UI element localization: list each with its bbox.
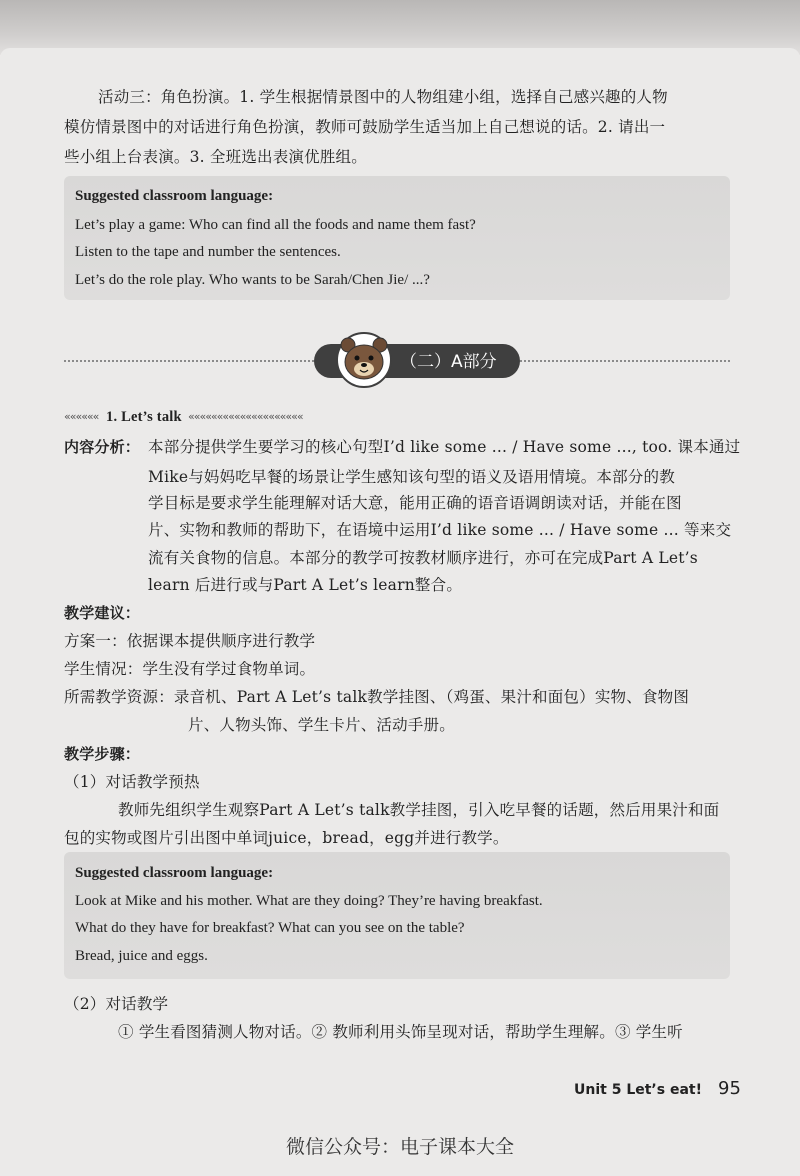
bear-face-icon xyxy=(334,332,394,388)
step1-line-2: 包的实物或图片引出图中单词juice，bread，egg并进行教学。 xyxy=(64,829,509,847)
content-analysis-label: 内容分析： xyxy=(64,438,141,456)
activity3-line3: 些小组上台表演。3. 全班选出表演优胜组。 xyxy=(64,148,367,166)
decor-chevrons-left: «««««« xyxy=(64,410,99,423)
suggestions-heading: 教学建议： xyxy=(64,604,141,622)
content-analysis-line: 学目标是要求学生能理解对话大意，能用正确的语音语调朗读对话，并能在图 xyxy=(148,494,682,512)
classroom-language-box-2 xyxy=(64,852,730,979)
box1-line: Let’s do the role play. Who wants to be Sarah/Chen Jie/ ...? xyxy=(75,272,430,288)
steps-heading: 教学步骤： xyxy=(64,745,141,763)
dotted-divider-left xyxy=(64,360,314,362)
section-title: 1. Let’s talk xyxy=(106,409,182,425)
watermark: 微信公众号：电子课本大全 xyxy=(286,1136,515,1158)
content-analysis-line: learn 后进行或与Part A Let’s learn整合。 xyxy=(148,576,463,594)
step1-line-1: 教师先组织学生观察Part A Let’s talk教学挂图，引入吃早餐的话题，然后用果汁和面 xyxy=(118,801,720,819)
step1-title: （1）对话教学预热 xyxy=(64,773,200,791)
box1-title: Suggested classroom language: xyxy=(75,188,274,204)
box2-line: Bread, juice and eggs. xyxy=(75,948,208,964)
content-analysis-line: 本部分提供学生要学习的核心句型I’d like some ... / Have some ..., too. 课本通过 xyxy=(148,438,741,456)
content-analysis-line: Mike与妈妈吃早餐的场景让学生感知该句型的语义及语用情境。本部分的教 xyxy=(148,468,675,486)
students-line: 学生情况：学生没有学过食物单词。 xyxy=(64,660,316,678)
box1-line: Let’s play a game: Who can find all the foods and name them fast? xyxy=(75,217,476,233)
footer-unit-label: Unit 5 Let’s eat! xyxy=(574,1082,702,1098)
activity3-line2: 模仿情景图中的对话进行角色扮演，教师可鼓励学生适当加上自己想说的话。2. 请出一 xyxy=(64,118,666,136)
step2-title: （2）对话教学 xyxy=(64,995,169,1013)
box2-line: What do they have for breakfast? What can you see on the table? xyxy=(75,920,465,936)
plan-line: 方案一：依据课本提供顺序进行教学 xyxy=(64,632,316,650)
page-number: 95 xyxy=(718,1078,741,1099)
page-top-edge xyxy=(0,0,800,55)
resources-line-1: 所需教学资源：录音机、Part A Let’s talk教学挂图、（鸡蛋、果汁和面包）实物、食物图 xyxy=(64,688,690,706)
step2-line-1: ① 学生看图猜测人物对话。② 教师利用头饰呈现对话，帮助学生理解。③ 学生听 xyxy=(118,1023,683,1041)
decor-chevrons-right: «««««««««««««««««««« xyxy=(188,410,303,423)
classroom-language-box-1 xyxy=(64,176,730,300)
section-banner-label: （二）A部分 xyxy=(400,352,497,372)
dotted-divider-right xyxy=(520,360,730,362)
content-analysis-line: 流有关食物的信息。本部分的教学可按教材顺序进行，亦可在完成Part A Let’s xyxy=(148,549,698,567)
activity3-line1: 活动三：角色扮演。1. 学生根据情景图中的人物组建小组，选择自己感兴趣的人物 xyxy=(98,88,668,106)
content-analysis-line: 片、实物和教师的帮助下，在语境中运用I’d like some ... / Have some ... 等来交 xyxy=(148,521,732,539)
box1-line: Listen to the tape and number the sentences. xyxy=(75,244,341,260)
box2-line: Look at Mike and his mother. What are they doing? They’re having breakfast. xyxy=(75,893,543,909)
box2-title: Suggested classroom language: xyxy=(75,865,274,881)
resources-line-2: 片、人物头饰、学生卡片、活动手册。 xyxy=(188,716,455,734)
